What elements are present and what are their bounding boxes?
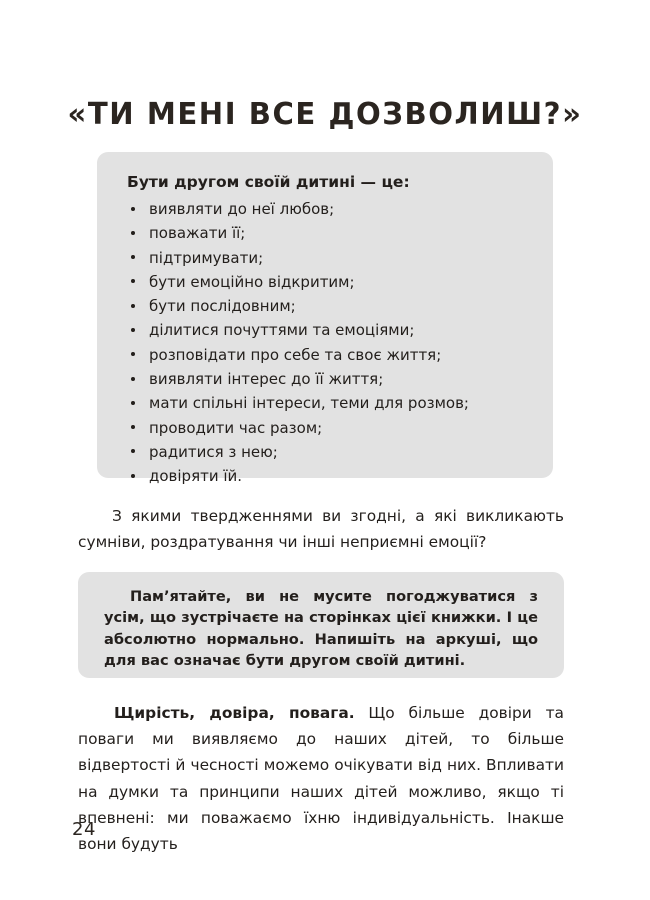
list-item <box>127 221 527 245</box>
bullet-icon <box>131 304 135 308</box>
bullet-icon <box>131 231 135 235</box>
list-item-label: бути послідовним; <box>149 297 296 316</box>
bullet-icon <box>131 352 135 356</box>
closing-paragraph-body: Що більше довіри та поваги ми виявляємо до наших дітей, то більше відвертості й чесності можемо очікувати від них. Впливати на думки та принципи наших дітей можливо, якщо ті впевнені: ми поважаємо їхню індивідуальність. Інакше вони будуть <box>78 704 564 854</box>
list-item-label: виявляти інтерес до її життя; <box>149 370 384 389</box>
list-item <box>127 440 527 464</box>
list-item-label: розповідати про себе та своє життя; <box>149 345 442 364</box>
friend-list-heading: Бути другом своїй дитині — це: <box>127 173 410 191</box>
page-title: «ТИ МЕНІ ВСЕ ДОЗВОЛИШ?» <box>67 97 583 133</box>
bullet-icon <box>131 401 135 405</box>
page-number: 24 <box>72 819 96 840</box>
closing-paragraph <box>78 700 564 857</box>
list-item-label: проводити час разом; <box>149 418 323 437</box>
list-item-label: довіряти їй. <box>149 467 243 486</box>
list-item <box>127 197 527 221</box>
bullet-icon <box>131 377 135 381</box>
list-item-label: радитися з нею; <box>149 442 278 461</box>
list-item-label: мати спільні інтереси, теми для розмов; <box>149 394 469 413</box>
list-item-label: поважати її; <box>149 224 246 243</box>
remember-note-panel <box>78 572 564 678</box>
bullet-icon <box>131 425 135 429</box>
list-item <box>127 343 527 367</box>
closing-paragraph-lead: Щирість, довіра, повага. <box>114 704 355 722</box>
list-item <box>127 270 527 294</box>
list-item <box>127 318 527 342</box>
bullet-icon <box>131 328 135 332</box>
question-paragraph: З якими твердженнями ви згодні, а які викликають сумніви, роздратування чи інші неприємні емоції? <box>78 507 564 552</box>
list-item <box>127 391 527 415</box>
list-item <box>127 464 527 488</box>
list-item <box>127 416 527 440</box>
bullet-icon <box>131 255 135 259</box>
list-item-label: виявляти до неї любов; <box>149 200 335 218</box>
list-item-label: бути емоційно відкритим; <box>149 272 355 291</box>
bullet-icon <box>131 279 135 283</box>
friend-list <box>127 197 527 489</box>
list-item-label: підтримувати; <box>149 248 264 267</box>
list-item <box>127 294 527 318</box>
bullet-icon <box>131 207 135 211</box>
remember-note-text: Пам’ятайте, ви не мусите погоджуватися з усім, що зустрічаєте на сторінках цієї книжки. І це абсолютно нормально. Напишіть на аркуші, що для вас означає бути другом своїй дитині. <box>104 588 538 670</box>
list-item <box>127 246 527 270</box>
list-item-label: ділитися почуттями та емоціями; <box>149 321 415 340</box>
list-item <box>127 367 527 391</box>
friend-list-panel <box>97 152 553 486</box>
bullet-icon <box>131 474 135 478</box>
bullet-icon <box>131 449 135 453</box>
